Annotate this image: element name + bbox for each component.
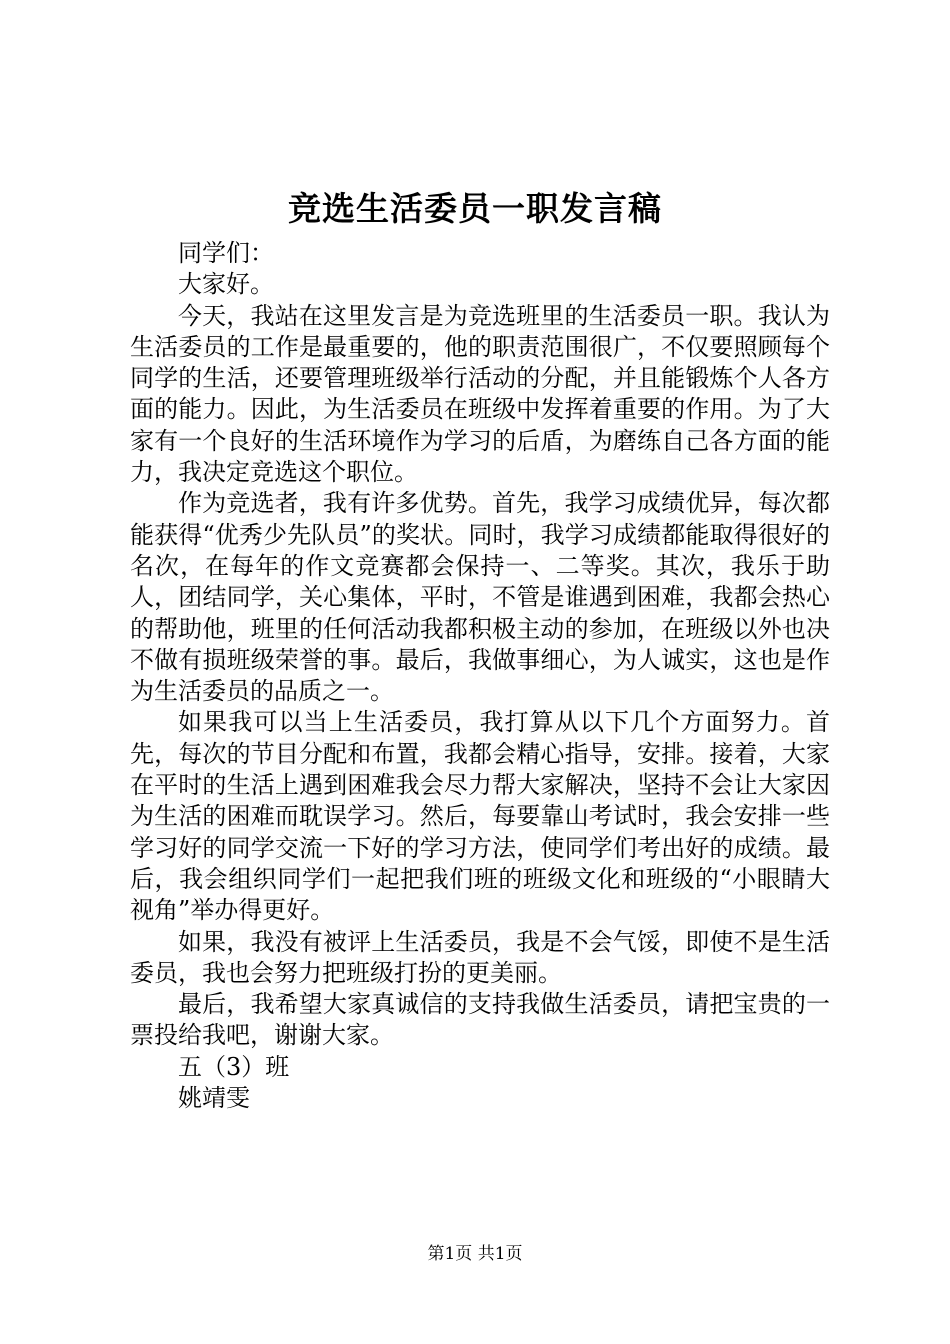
document-title: 竞选生活委员一职发言稿 [288, 189, 662, 228]
paragraph-advantages: 作为竞选者，我有许多优势。首先，我学习成绩优异，每次都能获得“优秀少先队员”的奖状。同时，我学习成绩都能取得很好的名次，在每年的作文竞赛都会保持一、二等奖。其次，我乐于助人，团结同学，关心集体，平时，不管是谁遇到困难，我都会热心的帮助他，班里的任何活动我都积极主动的参加，在班级以外也决不做有损班级荣誉的事。最后，我做事细心，为人诚实，这也是作为生活委员的品质之一。 [130, 489, 830, 706]
page-number-footer: 第1页 共1页 [427, 1244, 523, 1264]
class-signature: 五（3）班 [178, 1052, 290, 1081]
paragraph-closing: 最后，我希望大家真诚信的支持我做生活委员，请把宝贵的一票投给我吧，谢谢大家。 [130, 990, 830, 1050]
author-signature: 姚靖雯 [178, 1084, 250, 1113]
document-body [130, 238, 830, 1114]
greeting-line: 同学们： [178, 239, 274, 267]
salutation-line: 大家好。 [178, 270, 274, 299]
paragraph-plans: 如果我可以当上生活委员，我打算从以下几个方面努力。首先，每次的节目分配和布置，我都会精心指导，安排。接着，大家在平时的生活上遇到困难我会尽力帮大家解决，坚持不会让大家因为生活的困难而耽误学习。然后，每要靠山考试时，我会安排一些学习好的同学交流一下好的学习方法，使同学们考出好的成绩。最后，我会组织同学们一起把我们班的班级文化和班级的“小眼睛大视角”举办得更好。 [130, 708, 830, 925]
paragraph-if-not-elected: 如果，我没有被评上生活委员，我是不会气馁，即使不是生活委员，我也会努力把班级打扮的更美丽。 [130, 927, 830, 987]
paragraph-introduction: 今天，我站在这里发言是为竞选班里的生活委员一职。我认为生活委员的工作是最重要的，他的职责范围很广，不仅要照顾每个同学的生活，还要管理班级举行活动的分配，并且能锻炼个人各方面的能力。因此，为生活委员在班级中发挥着重要的作用。为了大家有一个良好的生活环境作为学习的后盾，为磨练自己各方面的能力，我决定竞选这个职位。 [130, 301, 830, 487]
